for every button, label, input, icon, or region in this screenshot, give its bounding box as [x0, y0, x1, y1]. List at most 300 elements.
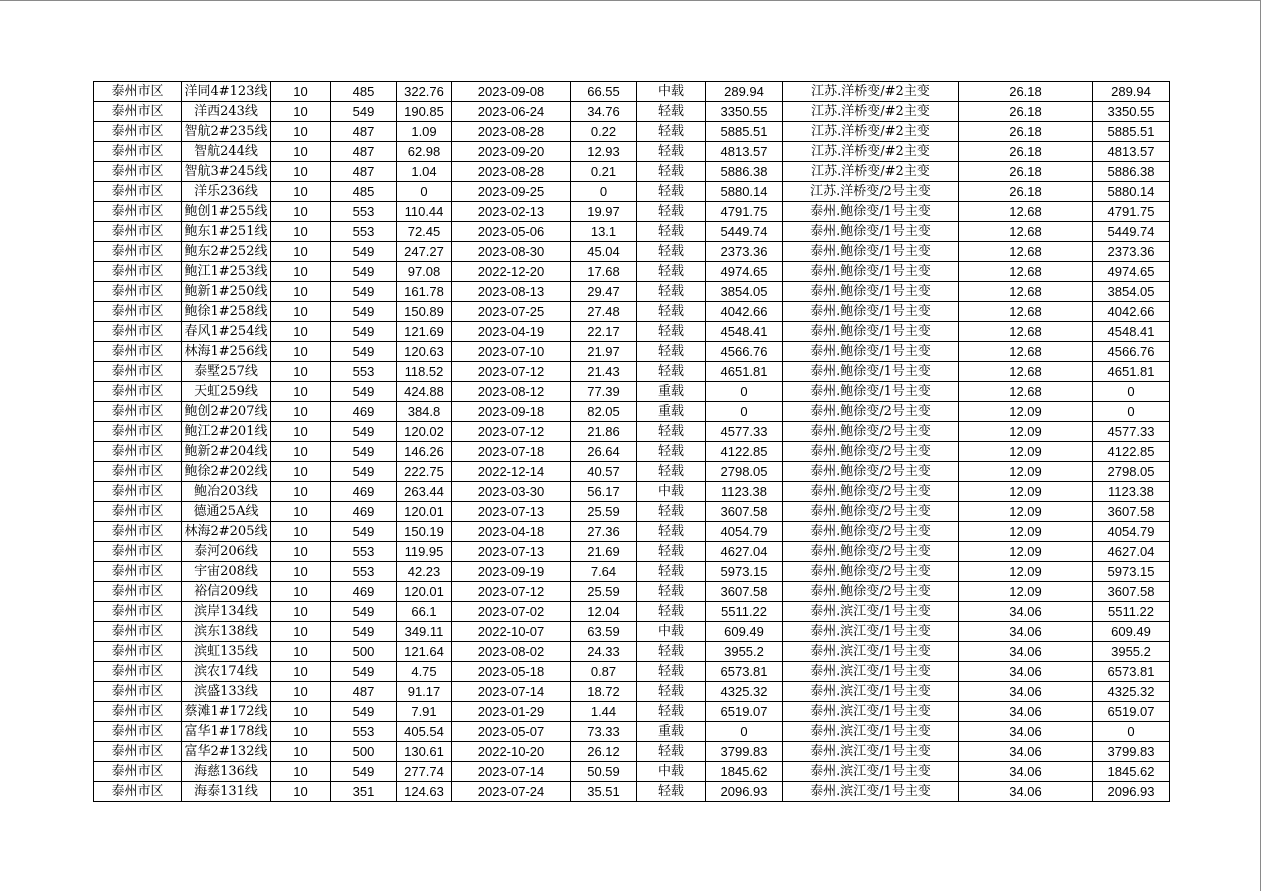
transformer-value-cell: 12.09 [959, 522, 1093, 542]
area-cell: 泰州市区 [94, 222, 182, 242]
available-capacity-cell: 0 [706, 402, 783, 422]
current-cell: 384.8 [397, 402, 452, 422]
area-cell: 泰州市区 [94, 542, 182, 562]
line-name-cell: 滨农174线 [182, 662, 271, 682]
substation-transformer-cell: 泰州.鲍徐变/2号主变 [783, 542, 959, 562]
load-status-cell: 轻载 [637, 742, 706, 762]
line-name-cell: 鲍新1#250线 [182, 282, 271, 302]
load-rate-cell: 35.51 [571, 782, 637, 802]
available-capacity-cell: 5886.38 [706, 162, 783, 182]
line-name-cell: 智航244线 [182, 142, 271, 162]
area-cell: 泰州市区 [94, 202, 182, 222]
voltage-cell: 10 [271, 382, 331, 402]
rated-current-cell: 549 [331, 102, 397, 122]
voltage-cell: 10 [271, 562, 331, 582]
load-rate-cell: 26.64 [571, 442, 637, 462]
transformer-value-cell: 12.09 [959, 462, 1093, 482]
rated-current-cell: 549 [331, 242, 397, 262]
available-capacity-cell: 289.94 [706, 82, 783, 102]
remaining-capacity-cell: 4566.76 [1093, 342, 1170, 362]
date-cell: 2023-05-07 [452, 722, 571, 742]
load-rate-cell: 27.36 [571, 522, 637, 542]
table-row [94, 662, 1170, 682]
current-cell: 222.75 [397, 462, 452, 482]
current-cell: 120.01 [397, 582, 452, 602]
substation-transformer-cell: 泰州.鲍徐变/1号主变 [783, 362, 959, 382]
load-status-cell: 轻载 [637, 362, 706, 382]
transformer-value-cell: 26.18 [959, 122, 1093, 142]
current-cell: 119.95 [397, 542, 452, 562]
transformer-value-cell: 12.68 [959, 302, 1093, 322]
area-cell: 泰州市区 [94, 242, 182, 262]
line-name-cell: 海泰131线 [182, 782, 271, 802]
date-cell: 2023-02-13 [452, 202, 571, 222]
load-status-cell: 轻载 [637, 162, 706, 182]
current-cell: 349.11 [397, 622, 452, 642]
current-cell: 150.19 [397, 522, 452, 542]
load-status-cell: 轻载 [637, 182, 706, 202]
substation-transformer-cell: 江苏.洋桥变/#2主变 [783, 162, 959, 182]
current-cell: 120.63 [397, 342, 452, 362]
line-name-cell: 林海2#205线 [182, 522, 271, 542]
load-status-cell: 轻载 [637, 422, 706, 442]
area-cell: 泰州市区 [94, 322, 182, 342]
load-status-cell: 轻载 [637, 302, 706, 322]
date-cell: 2023-01-29 [452, 702, 571, 722]
line-name-cell: 鲍创1#255线 [182, 202, 271, 222]
load-status-cell: 轻载 [637, 542, 706, 562]
available-capacity-cell: 3350.55 [706, 102, 783, 122]
substation-transformer-cell: 泰州.滨江变/1号主变 [783, 662, 959, 682]
remaining-capacity-cell: 4122.85 [1093, 442, 1170, 462]
substation-transformer-cell: 泰州.鲍徐变/1号主变 [783, 322, 959, 342]
line-name-cell: 春风1#254线 [182, 322, 271, 342]
load-status-cell: 轻载 [637, 262, 706, 282]
line-name-cell: 海慈136线 [182, 762, 271, 782]
line-name-cell: 林海1#256线 [182, 342, 271, 362]
voltage-cell: 10 [271, 362, 331, 382]
load-rate-cell: 25.59 [571, 582, 637, 602]
substation-transformer-cell: 泰州.鲍徐变/2号主变 [783, 402, 959, 422]
rated-current-cell: 549 [331, 302, 397, 322]
date-cell: 2023-09-08 [452, 82, 571, 102]
line-name-cell: 鲍东1#251线 [182, 222, 271, 242]
remaining-capacity-cell: 4054.79 [1093, 522, 1170, 542]
voltage-cell: 10 [271, 422, 331, 442]
date-cell: 2023-07-13 [452, 502, 571, 522]
load-rate-cell: 21.97 [571, 342, 637, 362]
line-name-cell: 滨虹135线 [182, 642, 271, 662]
rated-current-cell: 351 [331, 782, 397, 802]
rated-current-cell: 553 [331, 542, 397, 562]
rated-current-cell: 469 [331, 582, 397, 602]
table-row [94, 522, 1170, 542]
current-cell: 97.08 [397, 262, 452, 282]
voltage-cell: 10 [271, 342, 331, 362]
load-rate-cell: 21.43 [571, 362, 637, 382]
transformer-value-cell: 26.18 [959, 162, 1093, 182]
load-rate-cell: 34.76 [571, 102, 637, 122]
substation-transformer-cell: 泰州.鲍徐变/1号主变 [783, 382, 959, 402]
load-rate-cell: 12.93 [571, 142, 637, 162]
voltage-cell: 10 [271, 702, 331, 722]
voltage-cell: 10 [271, 402, 331, 422]
area-cell: 泰州市区 [94, 142, 182, 162]
load-rate-cell: 26.12 [571, 742, 637, 762]
remaining-capacity-cell: 4548.41 [1093, 322, 1170, 342]
remaining-capacity-cell: 6573.81 [1093, 662, 1170, 682]
table-row [94, 422, 1170, 442]
load-rate-cell: 25.59 [571, 502, 637, 522]
load-status-cell: 轻载 [637, 282, 706, 302]
available-capacity-cell: 4651.81 [706, 362, 783, 382]
transformer-value-cell: 12.09 [959, 542, 1093, 562]
load-status-cell: 中载 [637, 762, 706, 782]
line-name-cell: 鲍新2#204线 [182, 442, 271, 462]
remaining-capacity-cell: 5885.51 [1093, 122, 1170, 142]
table-row [94, 682, 1170, 702]
load-status-cell: 轻载 [637, 222, 706, 242]
area-cell: 泰州市区 [94, 422, 182, 442]
voltage-cell: 10 [271, 222, 331, 242]
available-capacity-cell: 1123.38 [706, 482, 783, 502]
rated-current-cell: 549 [331, 262, 397, 282]
available-capacity-cell: 4627.04 [706, 542, 783, 562]
current-cell: 42.23 [397, 562, 452, 582]
line-name-cell: 滨盛133线 [182, 682, 271, 702]
date-cell: 2023-07-14 [452, 762, 571, 782]
substation-transformer-cell: 泰州.鲍徐变/2号主变 [783, 482, 959, 502]
available-capacity-cell: 4548.41 [706, 322, 783, 342]
transformer-value-cell: 12.68 [959, 342, 1093, 362]
transformer-value-cell: 12.68 [959, 202, 1093, 222]
load-rate-cell: 12.04 [571, 602, 637, 622]
transformer-value-cell: 12.68 [959, 322, 1093, 342]
load-status-cell: 轻载 [637, 782, 706, 802]
substation-transformer-cell: 泰州.鲍徐变/1号主变 [783, 342, 959, 362]
table-row [94, 562, 1170, 582]
remaining-capacity-cell: 4813.57 [1093, 142, 1170, 162]
area-cell: 泰州市区 [94, 602, 182, 622]
load-rate-cell: 21.69 [571, 542, 637, 562]
line-name-cell: 洋乐236线 [182, 182, 271, 202]
area-cell: 泰州市区 [94, 762, 182, 782]
voltage-cell: 10 [271, 162, 331, 182]
line-name-cell: 鲍创2#207线 [182, 402, 271, 422]
voltage-cell: 10 [271, 622, 331, 642]
remaining-capacity-cell: 6519.07 [1093, 702, 1170, 722]
remaining-capacity-cell: 4577.33 [1093, 422, 1170, 442]
line-name-cell: 泰河206线 [182, 542, 271, 562]
area-cell: 泰州市区 [94, 302, 182, 322]
line-name-cell: 宇宙208线 [182, 562, 271, 582]
area-cell: 泰州市区 [94, 122, 182, 142]
remaining-capacity-cell: 3799.83 [1093, 742, 1170, 762]
available-capacity-cell: 4813.57 [706, 142, 783, 162]
load-rate-cell: 56.17 [571, 482, 637, 502]
available-capacity-cell: 609.49 [706, 622, 783, 642]
area-cell: 泰州市区 [94, 442, 182, 462]
remaining-capacity-cell: 4974.65 [1093, 262, 1170, 282]
remaining-capacity-cell: 5973.15 [1093, 562, 1170, 582]
remaining-capacity-cell: 4325.32 [1093, 682, 1170, 702]
available-capacity-cell: 4791.75 [706, 202, 783, 222]
current-cell: 72.45 [397, 222, 452, 242]
table-row [94, 142, 1170, 162]
remaining-capacity-cell: 2798.05 [1093, 462, 1170, 482]
remaining-capacity-cell: 1123.38 [1093, 482, 1170, 502]
available-capacity-cell: 5973.15 [706, 562, 783, 582]
transformer-value-cell: 12.68 [959, 242, 1093, 262]
area-cell: 泰州市区 [94, 782, 182, 802]
current-cell: 7.91 [397, 702, 452, 722]
date-cell: 2023-09-18 [452, 402, 571, 422]
date-cell: 2023-08-28 [452, 162, 571, 182]
area-cell: 泰州市区 [94, 702, 182, 722]
table-row [94, 102, 1170, 122]
area-cell: 泰州市区 [94, 502, 182, 522]
substation-transformer-cell: 泰州.滨江变/1号主变 [783, 642, 959, 662]
load-status-cell: 轻载 [637, 442, 706, 462]
table-row [94, 342, 1170, 362]
load-status-cell: 轻载 [637, 502, 706, 522]
transformer-value-cell: 12.68 [959, 262, 1093, 282]
date-cell: 2023-08-30 [452, 242, 571, 262]
current-cell: 120.02 [397, 422, 452, 442]
line-name-cell: 天虹259线 [182, 382, 271, 402]
remaining-capacity-cell: 0 [1093, 402, 1170, 422]
load-rate-cell: 19.97 [571, 202, 637, 222]
load-rate-cell: 0.22 [571, 122, 637, 142]
rated-current-cell: 485 [331, 182, 397, 202]
available-capacity-cell: 2798.05 [706, 462, 783, 482]
current-cell: 405.54 [397, 722, 452, 742]
date-cell: 2023-09-19 [452, 562, 571, 582]
transformer-value-cell: 26.18 [959, 142, 1093, 162]
substation-transformer-cell: 泰州.滨江变/1号主变 [783, 702, 959, 722]
substation-transformer-cell: 泰州.鲍徐变/2号主变 [783, 562, 959, 582]
voltage-cell: 10 [271, 782, 331, 802]
remaining-capacity-cell: 2373.36 [1093, 242, 1170, 262]
current-cell: 118.52 [397, 362, 452, 382]
substation-transformer-cell: 泰州.滨江变/1号主变 [783, 782, 959, 802]
substation-transformer-cell: 泰州.滨江变/1号主变 [783, 682, 959, 702]
rated-current-cell: 549 [331, 342, 397, 362]
transformer-value-cell: 34.06 [959, 762, 1093, 782]
load-status-cell: 轻载 [637, 462, 706, 482]
rated-current-cell: 549 [331, 282, 397, 302]
transformer-value-cell: 12.68 [959, 382, 1093, 402]
load-rate-cell: 40.57 [571, 462, 637, 482]
available-capacity-cell: 3607.58 [706, 582, 783, 602]
load-status-cell: 中载 [637, 82, 706, 102]
load-rate-cell: 77.39 [571, 382, 637, 402]
voltage-cell: 10 [271, 722, 331, 742]
rated-current-cell: 553 [331, 362, 397, 382]
transformer-value-cell: 12.09 [959, 422, 1093, 442]
rated-current-cell: 549 [331, 702, 397, 722]
date-cell: 2023-05-06 [452, 222, 571, 242]
date-cell: 2023-05-18 [452, 662, 571, 682]
area-cell: 泰州市区 [94, 682, 182, 702]
table-body [94, 82, 1170, 802]
area-cell: 泰州市区 [94, 742, 182, 762]
available-capacity-cell: 0 [706, 382, 783, 402]
date-cell: 2023-07-02 [452, 602, 571, 622]
load-rate-cell: 7.64 [571, 562, 637, 582]
date-cell: 2023-07-13 [452, 542, 571, 562]
rated-current-cell: 553 [331, 722, 397, 742]
load-rate-cell: 0 [571, 182, 637, 202]
current-cell: 130.61 [397, 742, 452, 762]
available-capacity-cell: 1845.62 [706, 762, 783, 782]
area-cell: 泰州市区 [94, 582, 182, 602]
table-row [94, 382, 1170, 402]
substation-transformer-cell: 江苏.洋桥变/2号主变 [783, 182, 959, 202]
load-rate-cell: 73.33 [571, 722, 637, 742]
voltage-cell: 10 [271, 662, 331, 682]
area-cell: 泰州市区 [94, 482, 182, 502]
date-cell: 2022-12-14 [452, 462, 571, 482]
area-cell: 泰州市区 [94, 522, 182, 542]
voltage-cell: 10 [271, 262, 331, 282]
substation-transformer-cell: 泰州.滨江变/1号主变 [783, 762, 959, 782]
date-cell: 2023-08-13 [452, 282, 571, 302]
table-row [94, 542, 1170, 562]
table-row [94, 482, 1170, 502]
substation-transformer-cell: 泰州.鲍徐变/1号主变 [783, 202, 959, 222]
line-name-cell: 鲍徐1#258线 [182, 302, 271, 322]
line-name-cell: 鲍徐2#202线 [182, 462, 271, 482]
transformer-value-cell: 34.06 [959, 722, 1093, 742]
date-cell: 2023-06-24 [452, 102, 571, 122]
table-row [94, 362, 1170, 382]
table-row [94, 762, 1170, 782]
transformer-value-cell: 34.06 [959, 642, 1093, 662]
load-rate-cell: 22.17 [571, 322, 637, 342]
available-capacity-cell: 3854.05 [706, 282, 783, 302]
load-status-cell: 轻载 [637, 602, 706, 622]
load-status-cell: 轻载 [637, 242, 706, 262]
load-status-cell: 轻载 [637, 682, 706, 702]
current-cell: 1.09 [397, 122, 452, 142]
transformer-value-cell: 12.09 [959, 562, 1093, 582]
load-status-cell: 轻载 [637, 202, 706, 222]
area-cell: 泰州市区 [94, 462, 182, 482]
table-row [94, 722, 1170, 742]
rated-current-cell: 549 [331, 382, 397, 402]
load-rate-cell: 27.48 [571, 302, 637, 322]
table-row [94, 82, 1170, 102]
available-capacity-cell: 4577.33 [706, 422, 783, 442]
feeder-load-table [93, 81, 1170, 802]
rated-current-cell: 469 [331, 482, 397, 502]
area-cell: 泰州市区 [94, 82, 182, 102]
voltage-cell: 10 [271, 602, 331, 622]
rated-current-cell: 487 [331, 142, 397, 162]
load-status-cell: 轻载 [637, 122, 706, 142]
transformer-value-cell: 34.06 [959, 702, 1093, 722]
transformer-value-cell: 34.06 [959, 782, 1093, 802]
table-row [94, 322, 1170, 342]
remaining-capacity-cell: 3955.2 [1093, 642, 1170, 662]
line-name-cell: 鲍江1#253线 [182, 262, 271, 282]
remaining-capacity-cell: 0 [1093, 382, 1170, 402]
current-cell: 263.44 [397, 482, 452, 502]
load-rate-cell: 82.05 [571, 402, 637, 422]
rated-current-cell: 549 [331, 622, 397, 642]
voltage-cell: 10 [271, 142, 331, 162]
date-cell: 2023-07-25 [452, 302, 571, 322]
voltage-cell: 10 [271, 522, 331, 542]
voltage-cell: 10 [271, 462, 331, 482]
voltage-cell: 10 [271, 762, 331, 782]
load-rate-cell: 21.86 [571, 422, 637, 442]
load-status-cell: 轻载 [637, 662, 706, 682]
available-capacity-cell: 4042.66 [706, 302, 783, 322]
date-cell: 2023-04-19 [452, 322, 571, 342]
current-cell: 190.85 [397, 102, 452, 122]
current-cell: 4.75 [397, 662, 452, 682]
date-cell: 2022-10-20 [452, 742, 571, 762]
available-capacity-cell: 5511.22 [706, 602, 783, 622]
table-row [94, 502, 1170, 522]
available-capacity-cell: 5880.14 [706, 182, 783, 202]
voltage-cell: 10 [271, 322, 331, 342]
transformer-value-cell: 12.68 [959, 362, 1093, 382]
area-cell: 泰州市区 [94, 362, 182, 382]
remaining-capacity-cell: 4791.75 [1093, 202, 1170, 222]
transformer-value-cell: 12.09 [959, 482, 1093, 502]
date-cell: 2023-09-20 [452, 142, 571, 162]
rated-current-cell: 500 [331, 742, 397, 762]
area-cell: 泰州市区 [94, 642, 182, 662]
current-cell: 424.88 [397, 382, 452, 402]
date-cell: 2023-07-10 [452, 342, 571, 362]
voltage-cell: 10 [271, 122, 331, 142]
table-row [94, 442, 1170, 462]
remaining-capacity-cell: 5880.14 [1093, 182, 1170, 202]
voltage-cell: 10 [271, 82, 331, 102]
table-row [94, 302, 1170, 322]
available-capacity-cell: 5885.51 [706, 122, 783, 142]
substation-transformer-cell: 泰州.鲍徐变/2号主变 [783, 502, 959, 522]
date-cell: 2023-07-12 [452, 362, 571, 382]
transformer-value-cell: 34.06 [959, 682, 1093, 702]
voltage-cell: 10 [271, 682, 331, 702]
table-row [94, 402, 1170, 422]
date-cell: 2023-07-12 [452, 582, 571, 602]
date-cell: 2023-07-18 [452, 442, 571, 462]
remaining-capacity-cell: 5886.38 [1093, 162, 1170, 182]
area-cell: 泰州市区 [94, 622, 182, 642]
transformer-value-cell: 12.09 [959, 582, 1093, 602]
rated-current-cell: 549 [331, 462, 397, 482]
remaining-capacity-cell: 4651.81 [1093, 362, 1170, 382]
transformer-value-cell: 26.18 [959, 102, 1093, 122]
area-cell: 泰州市区 [94, 262, 182, 282]
remaining-capacity-cell: 2096.93 [1093, 782, 1170, 802]
voltage-cell: 10 [271, 582, 331, 602]
load-status-cell: 轻载 [637, 582, 706, 602]
transformer-value-cell: 34.06 [959, 622, 1093, 642]
substation-transformer-cell: 泰州.鲍徐变/1号主变 [783, 282, 959, 302]
transformer-value-cell: 12.68 [959, 222, 1093, 242]
remaining-capacity-cell: 4627.04 [1093, 542, 1170, 562]
load-rate-cell: 50.59 [571, 762, 637, 782]
voltage-cell: 10 [271, 242, 331, 262]
voltage-cell: 10 [271, 442, 331, 462]
